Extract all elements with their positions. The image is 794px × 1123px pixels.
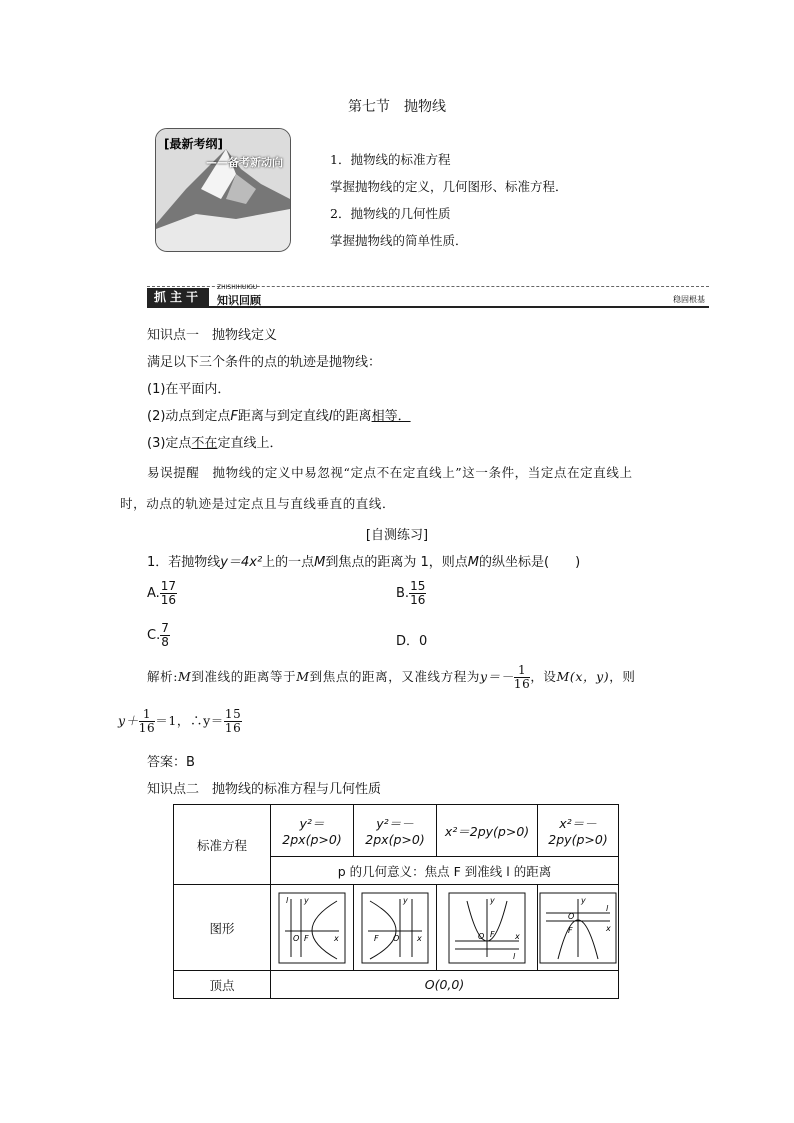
kp1-heading: 知识点一 抛物线定义 — [147, 328, 278, 343]
svg-text:F: F — [490, 929, 495, 939]
vertex-value: O(0,0) — [271, 971, 619, 999]
svg-text:F: F — [374, 933, 379, 943]
graph-cell-3 — [437, 885, 538, 971]
answer-underline: 相等． — [371, 409, 411, 424]
goal-1: 1．抛物线的标准方程 — [330, 152, 451, 167]
section-bar — [147, 286, 709, 308]
svg-text:y: y — [490, 895, 495, 905]
kp2-heading: 知识点二 抛物线的标准方程与几何性质 — [147, 782, 382, 797]
svg-text:O: O — [568, 911, 575, 921]
table-row — [174, 971, 619, 999]
parabola-left-icon — [360, 891, 430, 965]
kp1-cond-1: (1)在平面内． — [147, 382, 231, 397]
solid-rule — [147, 306, 709, 308]
parabola-up-icon — [447, 891, 527, 965]
parabola-table — [173, 804, 619, 999]
question-1: 1．若抛物线y＝4x²上的一点M到焦点的距离为 1，则点M的纵坐标是( ) — [147, 555, 581, 570]
kp1-cond-2: (2)动点到定点F距离与到定直线l的距离相等． — [147, 409, 411, 424]
parabola-right-icon — [277, 891, 347, 965]
svg-text:x: x — [417, 933, 422, 943]
kp1-cond-3: (3)定点不在定直线上． — [147, 436, 283, 451]
option-c: C. $\frac{7}{8}$ — [147, 621, 169, 649]
table-row — [174, 805, 619, 857]
syllabus-sub: ——备考新动向 — [206, 156, 283, 169]
svg-text:O: O — [393, 933, 400, 943]
graph-cell-4 — [538, 885, 619, 971]
option-d: D．0 — [396, 634, 428, 649]
row-label-vertex: 顶点 — [174, 971, 271, 999]
syllabus-label: [最新考纲] — [164, 137, 223, 151]
svg-text:x: x — [606, 923, 611, 933]
svg-text:F: F — [568, 925, 573, 935]
equation-2: y²＝－ 2px(p>0) — [354, 805, 437, 857]
kp1-intro: 满足以下三个条件的点的轨迹是抛物线： — [147, 355, 382, 370]
table-row — [174, 885, 619, 971]
note-line-2: 时，动点的轨迹是过定点且与直线垂直的直线． — [120, 496, 396, 511]
solution-line-2: y＋ $\frac{1}{16}$ ＝1，∴y＝ $\frac{15}{16}$ — [118, 707, 242, 735]
goal-2-desc: 掌握抛物线的简单性质． — [330, 233, 468, 248]
graph-cell-1 — [271, 885, 354, 971]
note-line-1: 易误提醒 抛物线的定义中易忽视“定点不在定直线上”这一条件，当定点在定直线上 — [147, 465, 633, 480]
svg-text:y: y — [403, 895, 408, 905]
section-badge: 抓主干 — [147, 288, 209, 306]
svg-text:F: F — [304, 933, 309, 943]
svg-text:O: O — [293, 933, 300, 943]
parabola-down-icon — [538, 891, 618, 965]
option-b: B. $\frac{15}{16}$ — [396, 579, 426, 607]
row-label-graph: 图形 — [174, 885, 271, 971]
svg-text:O: O — [478, 931, 485, 941]
section-label: 知识回顾 — [217, 294, 261, 307]
equation-4: x²＝－ 2py(p>0) — [538, 805, 619, 857]
section-pinyin: ZHISHIHUIGU — [217, 284, 258, 291]
goal-1-desc: 掌握抛物线的定义，几何图形、标准方程． — [330, 179, 568, 194]
page-title: 第七节 抛物线 — [348, 99, 446, 115]
syllabus-image — [155, 128, 291, 252]
answer-underline: 不在 — [191, 436, 218, 451]
row-label-equation: 标准方程 — [174, 805, 271, 885]
solution-line-1: 解析:M到准线的距离等于M到焦点的距离，又准线方程为y＝－ $\frac{1}{16}$ ，设M(x，y)，则 — [147, 663, 636, 691]
svg-text:y: y — [304, 895, 309, 905]
practice-title: [自测练习] — [365, 528, 429, 543]
answer: 答案：B — [147, 755, 195, 770]
equation-3: x²＝2py(p>0) — [437, 805, 538, 857]
option-a: A. $\frac{17}{16}$ — [147, 579, 177, 607]
graph-cell-2 — [354, 885, 437, 971]
svg-text:l: l — [606, 903, 609, 913]
equation-1: y²＝ 2px(p>0) — [271, 805, 354, 857]
svg-text:l: l — [286, 895, 289, 905]
svg-text:y: y — [581, 895, 586, 905]
svg-text:x: x — [515, 931, 520, 941]
svg-text:x: x — [334, 933, 339, 943]
goal-2: 2．抛物线的几何性质 — [330, 206, 451, 221]
section-right: 稳固根基 — [673, 295, 705, 304]
svg-text:l: l — [513, 951, 516, 961]
p-meaning: p 的几何意义：焦点 F 到准线 l 的距离 — [271, 857, 619, 885]
